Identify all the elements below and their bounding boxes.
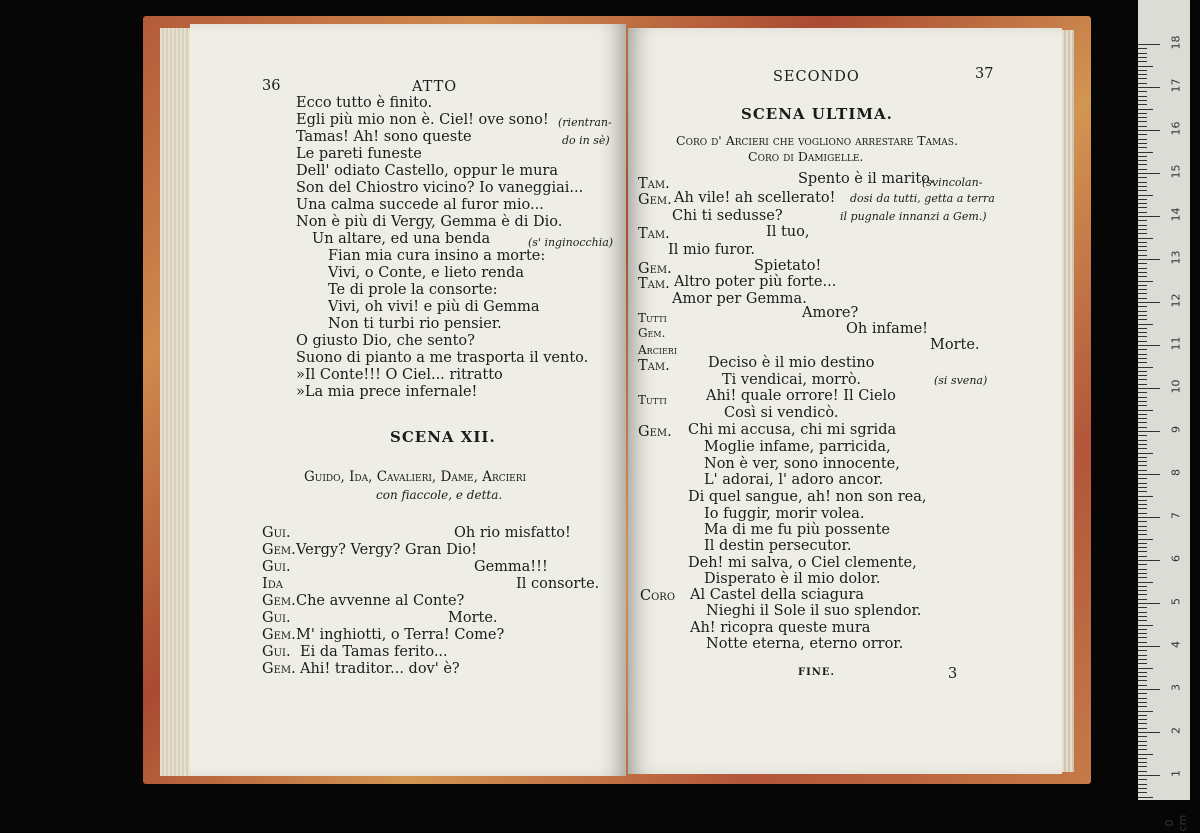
speaker: Gem. — [262, 627, 296, 643]
ruler-tick — [1138, 139, 1147, 140]
ruler-tick — [1138, 384, 1147, 385]
ruler-tick — [1138, 293, 1147, 294]
ruler-tick — [1138, 715, 1147, 716]
speaker: Gui. — [262, 644, 291, 660]
ruler-tick — [1138, 263, 1147, 264]
verse-line: Te di prole la consorte: — [328, 282, 498, 298]
ruler-tick — [1138, 625, 1153, 626]
ruler-tick — [1138, 620, 1147, 621]
verse-line: O giusto Dio, che sento? — [296, 333, 475, 349]
ruler-tick — [1138, 190, 1147, 191]
ruler-tick — [1138, 590, 1147, 591]
ruler-tick — [1138, 539, 1153, 540]
ruler-tick — [1138, 594, 1147, 595]
signature-mark: 3 — [948, 666, 958, 682]
ruler-tick — [1138, 220, 1147, 221]
speaker: Gem. — [638, 192, 672, 208]
verse-line: »Il Conte!!! O Ciel... ritratto — [296, 367, 503, 383]
dialogue-line: Nieghi il Sole il suo splendor. — [706, 603, 922, 619]
ruler-tick — [1138, 513, 1147, 514]
ruler-number: 1 — [1169, 770, 1183, 777]
ruler-tick — [1138, 345, 1160, 346]
ruler-tick — [1138, 719, 1147, 720]
ruler-tick — [1138, 659, 1147, 660]
ruler-tick — [1138, 358, 1147, 359]
ruler-tick — [1138, 599, 1147, 600]
ruler-tick — [1138, 745, 1147, 746]
ruler-tick — [1138, 508, 1147, 509]
ruler-tick — [1138, 164, 1147, 165]
ruler-tick — [1138, 302, 1160, 303]
ruler-tick — [1138, 147, 1147, 148]
dialogue-line: Io fuggir, morir volea. — [704, 506, 865, 522]
ruler-tick — [1138, 405, 1147, 406]
ruler-tick — [1138, 126, 1147, 127]
dialogue-line: Ei da Tamas ferito... — [300, 644, 448, 660]
ruler-tick — [1138, 663, 1147, 664]
ruler-tick — [1138, 349, 1147, 350]
ruler-tick — [1138, 48, 1147, 49]
ruler-tick — [1138, 612, 1147, 613]
ruler-tick — [1138, 474, 1160, 475]
ruler-tick — [1138, 57, 1147, 58]
ruler-tick — [1138, 448, 1147, 449]
speaker: Gui. — [262, 610, 291, 626]
verse-line: Vivi, oh vivi! e più di Gemma — [328, 299, 540, 315]
ruler-number: 7 — [1169, 512, 1183, 519]
ruler-tick — [1138, 238, 1153, 239]
ruler-tick — [1138, 367, 1153, 368]
ruler-tick — [1138, 169, 1147, 170]
speaker: Tutti — [638, 393, 667, 407]
dialogue-line: Vergy? Vergy? Gran Dio! — [296, 542, 477, 558]
ruler-tick — [1138, 754, 1153, 755]
ruler-tick — [1138, 560, 1160, 561]
left-page — [190, 24, 626, 776]
speaker: Gem. — [262, 661, 296, 677]
cast-line-right: Coro di Damigelle. — [748, 149, 864, 164]
ruler-tick — [1138, 711, 1153, 712]
ruler-tick — [1138, 457, 1147, 458]
ruler-tick — [1138, 379, 1147, 380]
ruler-tick — [1138, 784, 1147, 785]
ruler-tick — [1138, 723, 1147, 724]
verse-line: Egli più mio non è. Ciel! ove sono! — [296, 112, 549, 128]
ruler-tick — [1138, 268, 1147, 269]
ruler-tick — [1138, 797, 1153, 798]
speaker: Tutti — [638, 311, 667, 325]
ruler-tick — [1138, 306, 1147, 307]
ruler-tick — [1138, 87, 1160, 88]
page-edges-right — [1062, 30, 1074, 772]
ruler-tick — [1138, 573, 1147, 574]
ruler-tick — [1138, 78, 1147, 79]
ruler-tick — [1138, 332, 1147, 333]
ruler-tick — [1138, 556, 1147, 557]
ruler-number: 6 — [1169, 555, 1183, 562]
dialogue-line: Ti vendicai, morrò. — [722, 372, 861, 388]
ruler-tick — [1138, 53, 1147, 54]
ruler-tick — [1138, 401, 1147, 402]
dialogue-line: Disperato è il mio dolor. — [704, 571, 881, 587]
ruler-number: 11 — [1169, 336, 1183, 351]
ruler-tick — [1138, 152, 1153, 153]
ruler-tick — [1138, 319, 1147, 320]
dialogue-line: Morte. — [930, 337, 980, 353]
ruler-tick — [1138, 551, 1147, 552]
ruler-tick — [1138, 749, 1147, 750]
ruler-tick — [1138, 143, 1147, 144]
ruler-tick — [1138, 758, 1147, 759]
ruler-tick — [1138, 212, 1147, 213]
ruler-tick — [1138, 281, 1153, 282]
ruler-tick — [1138, 470, 1147, 471]
stage-note: il pugnale innanzi a Gem.) — [840, 210, 987, 223]
ruler-tick — [1138, 543, 1147, 544]
dialogue-line: L' adorai, l' adoro ancor. — [704, 472, 884, 488]
ruler-tick — [1138, 500, 1147, 501]
ruler-tick — [1138, 203, 1147, 204]
dialogue-line: Chi mi accusa, chi mi sgrida — [688, 422, 897, 438]
ruler-number: 16 — [1169, 121, 1183, 136]
ruler-tick — [1138, 650, 1147, 651]
speaker: Tam. — [638, 226, 670, 242]
cast-list-left: Guido, Ida, Cavalieri, Dame, Arcieri — [304, 469, 527, 485]
page-number-left: 36 — [262, 78, 281, 94]
ruler-tick — [1138, 66, 1153, 67]
ruler-tick — [1138, 706, 1147, 707]
ruler-tick — [1138, 444, 1147, 445]
ruler-tick — [1138, 603, 1160, 604]
dialogue-line: Gemma!!! — [474, 559, 548, 575]
ruler-tick — [1138, 668, 1153, 669]
verse-line: Un altare, ed una benda — [312, 231, 491, 247]
speaker: Coro — [640, 588, 676, 604]
ruler-tick — [1138, 766, 1147, 767]
dialogue-line: Moglie infame, parricida, — [704, 439, 891, 455]
ruler-number: 5 — [1169, 598, 1183, 605]
ruler-tick — [1138, 199, 1147, 200]
ruler-tick — [1138, 375, 1147, 376]
ruler-tick — [1138, 328, 1147, 329]
ruler-tick — [1138, 547, 1147, 548]
dialogue-line: Così si vendicò. — [724, 405, 839, 421]
ruler-tick — [1138, 422, 1147, 423]
ruler-tick — [1138, 637, 1147, 638]
verse-line: Una calma succede al furor mio... — [296, 197, 544, 213]
ruler-tick — [1138, 130, 1160, 131]
ruler-tick — [1138, 728, 1147, 729]
dialogue-line: Il destin persecutor. — [704, 538, 852, 554]
ruler-tick — [1138, 792, 1147, 793]
verse-line: Son del Chiostro vicino? Io vaneggiai... — [296, 180, 584, 196]
verse-line: Non ti turbi rio pensier. — [328, 316, 502, 332]
ruler-tick — [1138, 461, 1147, 462]
dialogue-line: Chi ti sedusse? — [672, 208, 783, 224]
dialogue-line: Deh! mi salva, o Ciel clemente, — [688, 555, 917, 571]
dialogue-line: Ma di me fu più possente — [704, 522, 890, 538]
ruler-tick — [1138, 255, 1147, 256]
ruler-tick — [1138, 311, 1147, 312]
ruler-number: 10 — [1169, 379, 1183, 394]
ruler-tick — [1138, 582, 1153, 583]
stage-note: (svincolan- — [922, 176, 983, 189]
scene-title-left: SCENA XII. — [390, 428, 496, 446]
ruler-tick — [1138, 414, 1147, 415]
ruler-tick — [1138, 242, 1147, 243]
ruler-tick — [1138, 113, 1147, 114]
ruler-tick — [1138, 629, 1147, 630]
ruler-tick — [1138, 182, 1147, 183]
page-number-right: 37 — [975, 66, 994, 82]
ruler-tick — [1138, 177, 1147, 178]
stage-note: dosi da tutti, getta a terra — [850, 192, 995, 205]
ruler-tick — [1138, 109, 1153, 110]
ruler-tick — [1138, 496, 1153, 497]
ruler-tick — [1138, 517, 1160, 518]
ruler-number: 15 — [1169, 164, 1183, 179]
ruler-number: 18 — [1169, 35, 1183, 50]
dialogue-line: Ah vile! ah scellerato! — [674, 190, 836, 206]
ruler-tick — [1138, 646, 1160, 647]
speaker: Ida — [262, 576, 283, 592]
ruler-tick — [1138, 504, 1147, 505]
dialogue-line: Al Castel della sciagura — [690, 587, 864, 603]
ruler-tick — [1138, 698, 1147, 699]
ruler-number: 17 — [1169, 78, 1183, 93]
speaker: Gui. — [262, 525, 291, 541]
ruler-tick — [1138, 324, 1153, 325]
ruler-tick — [1138, 478, 1147, 479]
ruler-tick — [1138, 487, 1147, 488]
dialogue-line: Spietato! — [754, 258, 822, 274]
scene-title-right: SCENA ULTIMA. — [741, 105, 893, 123]
ruler-tick — [1138, 134, 1147, 135]
ruler-tick — [1138, 186, 1147, 187]
ruler-tick — [1138, 117, 1147, 118]
ruler-tick — [1138, 216, 1160, 217]
ruler-tick — [1138, 100, 1147, 101]
ruler-number: 14 — [1169, 207, 1183, 222]
dialogue-line: Ahi! traditor... dov' è? — [300, 661, 460, 677]
verse-line: Dell' odiato Castello, oppur le mura — [296, 163, 559, 179]
ruler-tick — [1138, 453, 1153, 454]
ruler-tick — [1138, 607, 1147, 608]
ruler-tick — [1138, 642, 1147, 643]
ruler-tick — [1138, 616, 1147, 617]
ruler-tick — [1138, 633, 1147, 634]
speaker: Tam. — [638, 358, 670, 374]
speaker: Gem. — [638, 424, 672, 440]
ruler-tick — [1138, 577, 1147, 578]
running-head-left: ATTO — [412, 79, 458, 95]
ruler-tick — [1138, 229, 1147, 230]
verse-line: Vivi, o Conte, e lieto renda — [328, 265, 525, 281]
dialogue-line: M' inghiotti, o Terra! Come? — [296, 627, 505, 643]
dialogue-line: Oh rio misfatto! — [454, 525, 571, 541]
dialogue-line: Di quel sangue, ah! non son rea, — [688, 489, 927, 505]
ruler-number: 9 — [1169, 426, 1183, 433]
ruler-tick — [1138, 483, 1147, 484]
ruler-tick — [1138, 771, 1147, 772]
ruler-tick — [1138, 233, 1147, 234]
ruler-tick — [1138, 736, 1147, 737]
stage-note: (rientran- — [558, 116, 612, 129]
ruler-tick — [1138, 225, 1147, 226]
ruler-tick — [1138, 435, 1147, 436]
verse-line: Fian mia cura insino a morte: — [328, 248, 546, 264]
ruler-tick — [1138, 74, 1147, 75]
verse-line: Non è più di Vergy, Gemma è di Dio. — [296, 214, 563, 230]
ruler-tick — [1138, 680, 1147, 681]
stage-note: (si svena) — [934, 374, 988, 387]
dialogue-line: Che avvenne al Conte? — [296, 593, 465, 609]
ruler-tick — [1138, 207, 1147, 208]
ruler-tick — [1138, 121, 1147, 122]
ruler-tick — [1138, 762, 1147, 763]
dialogue-line: Il mio furor. — [668, 242, 756, 258]
dialogue-line: Morte. — [448, 610, 498, 626]
stage-note: (s' inginocchia) — [528, 236, 614, 249]
ruler-tick — [1138, 336, 1147, 337]
ruler-tick — [1138, 96, 1147, 97]
ruler-tick — [1138, 530, 1147, 531]
ruler-tick — [1138, 160, 1147, 161]
speaker: Gui. — [262, 559, 291, 575]
ruler-tick — [1138, 298, 1147, 299]
ruler-tick — [1138, 276, 1147, 277]
verse-line: Le pareti funeste — [296, 146, 422, 162]
cast-note-left: con fiaccole, e detta. — [376, 488, 503, 502]
dialogue-line: Amor per Gemma. — [672, 291, 807, 307]
speaker: Arcieri — [638, 343, 677, 357]
dialogue-line: Amore? — [802, 305, 859, 321]
speaker: Gem. — [262, 542, 296, 558]
ruler-tick — [1138, 788, 1147, 789]
ruler-tick — [1138, 465, 1147, 466]
ruler-tick — [1138, 672, 1147, 673]
dialogue-line: Non è ver, sono innocente, — [704, 456, 900, 472]
ruler-tick — [1138, 702, 1147, 703]
ruler-tick — [1138, 410, 1153, 411]
measuring-ruler — [1138, 0, 1190, 832]
ruler-tick — [1138, 173, 1160, 174]
speaker: Tam. — [638, 176, 670, 192]
ruler-tick — [1138, 732, 1160, 733]
ruler-tick — [1138, 91, 1147, 92]
stage-note: do in sè) — [562, 134, 610, 147]
dialogue-line: Notte eterna, eterno orror. — [706, 636, 904, 652]
ruler-tick — [1138, 315, 1147, 316]
dialogue-line: Il tuo, — [766, 224, 810, 240]
right-page — [628, 28, 1062, 774]
ruler-tick — [1138, 83, 1147, 84]
ruler-tick — [1138, 564, 1147, 565]
ruler-tick — [1138, 676, 1147, 677]
ruler-tick — [1138, 534, 1147, 535]
ruler-number: 13 — [1169, 250, 1183, 265]
ruler-tick — [1138, 246, 1147, 247]
ruler-tick — [1138, 526, 1147, 527]
dialogue-line: Oh infame! — [846, 321, 928, 337]
ruler-tick — [1138, 392, 1147, 393]
ruler-tick — [1138, 521, 1147, 522]
ruler-tick — [1138, 685, 1147, 686]
cast-line-right: Coro d' Arcieri che vogliono arrestare Tamas. — [676, 133, 958, 148]
ruler-tick — [1138, 354, 1147, 355]
ruler-tick — [1138, 440, 1147, 441]
ruler-tick — [1138, 156, 1147, 157]
ruler-tick — [1138, 418, 1147, 419]
ruler-number: 3 — [1169, 684, 1183, 691]
ruler-tick — [1138, 569, 1147, 570]
ruler-tick — [1138, 689, 1160, 690]
speaker: Gem. — [638, 261, 672, 277]
ruler-tick — [1138, 70, 1147, 71]
ruler-tick — [1138, 259, 1160, 260]
ruler-tick — [1138, 341, 1147, 342]
ruler-tick — [1138, 272, 1147, 273]
ruler-tick — [1138, 586, 1147, 587]
ruler-number: 4 — [1169, 641, 1183, 648]
dialogue-line: Il consorte. — [516, 576, 600, 592]
ruler-tick — [1138, 388, 1160, 389]
ruler-tick — [1138, 491, 1147, 492]
ruler-tick — [1138, 289, 1147, 290]
ruler-number: 0 cm — [1163, 814, 1189, 832]
speaker: Tam. — [638, 276, 670, 292]
ruler-tick — [1138, 397, 1147, 398]
ruler-tick — [1138, 741, 1147, 742]
verse-line: Tamas! Ah! sono queste — [296, 129, 472, 145]
ruler-tick — [1138, 655, 1147, 656]
ruler-tick — [1138, 104, 1147, 105]
ruler-tick — [1138, 779, 1147, 780]
ruler-number: 2 — [1169, 727, 1183, 734]
ruler-tick — [1138, 693, 1147, 694]
ruler-tick — [1138, 431, 1160, 432]
ruler-number: 8 — [1169, 469, 1183, 476]
dialogue-line: Altro poter più forte... — [674, 274, 837, 290]
dialogue-line: Ah! ricopra queste mura — [690, 620, 871, 636]
verse-line: »La mia prece infernale! — [296, 384, 478, 400]
dialogue-line: Deciso è il mio destino — [708, 355, 875, 371]
ruler-tick — [1138, 250, 1147, 251]
ruler-tick — [1138, 427, 1147, 428]
verse-line: Suono di pianto a me trasporta il vento. — [296, 350, 589, 366]
running-head-right: SECONDO — [773, 69, 860, 85]
ruler-tick — [1138, 371, 1147, 372]
fine-label: FINE. — [798, 667, 836, 678]
verse-line: Ecco tutto è finito. — [296, 95, 433, 111]
dialogue-line: Ahi! quale orrore! Il Cielo — [706, 388, 896, 404]
speaker: Gem. — [638, 326, 666, 340]
ruler-tick — [1138, 362, 1147, 363]
speaker: Gem. — [262, 593, 296, 609]
ruler-number: 12 — [1169, 293, 1183, 308]
ruler-tick — [1138, 44, 1160, 45]
dialogue-line: Spento è il marito. — [798, 171, 935, 187]
ruler-tick — [1138, 195, 1153, 196]
ruler-tick — [1138, 61, 1147, 62]
ruler-tick — [1138, 285, 1147, 286]
ruler-tick — [1138, 775, 1160, 776]
